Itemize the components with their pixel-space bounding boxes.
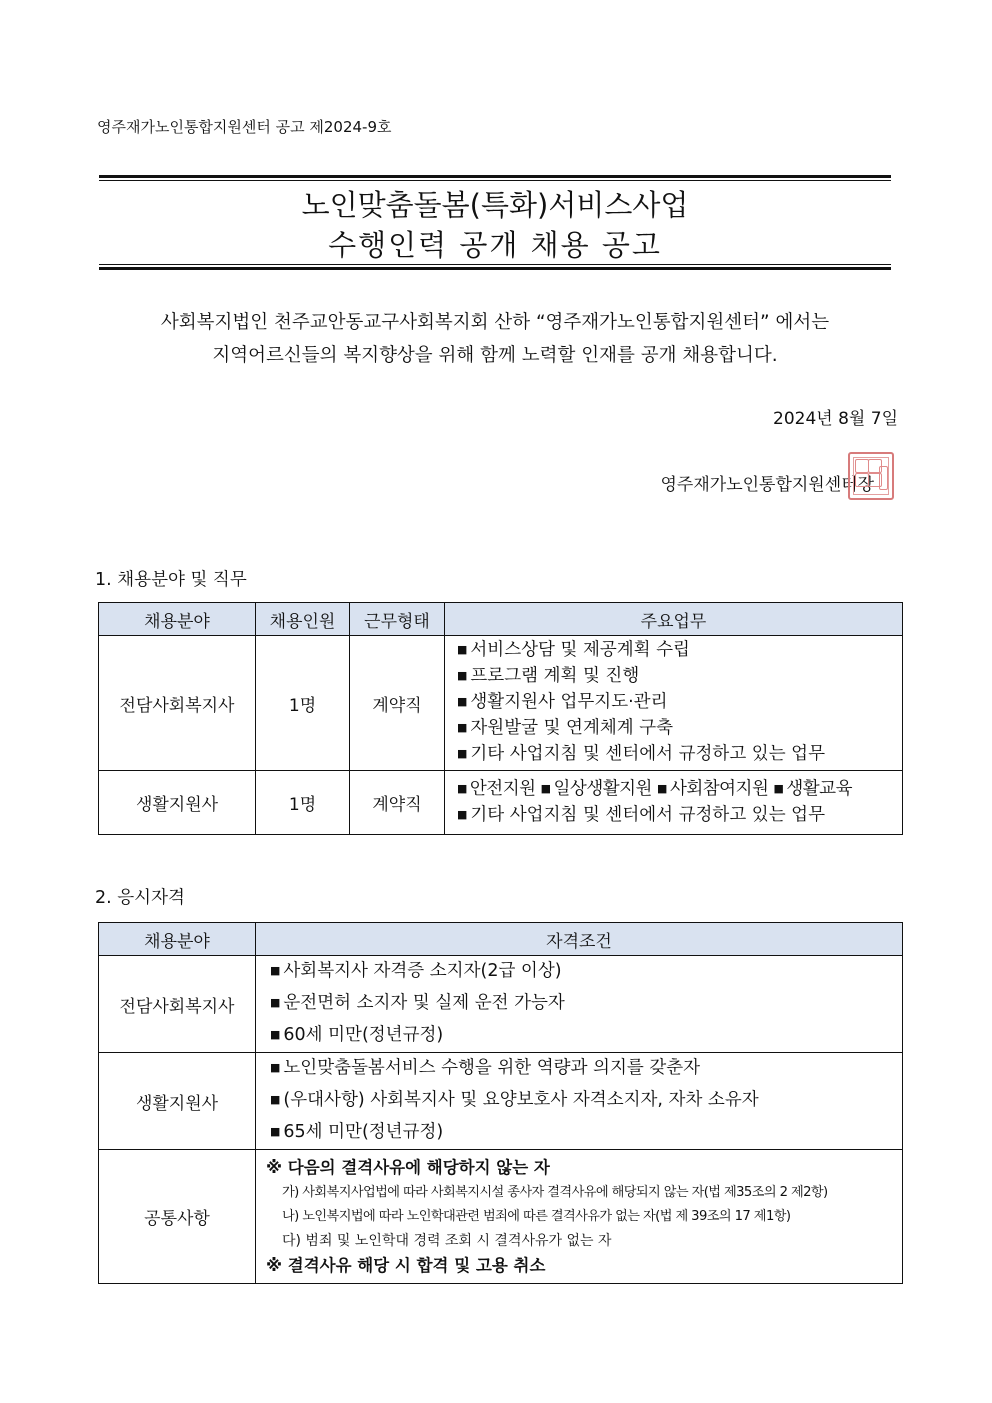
duty-item: [457, 742, 902, 768]
qual-text: 60세 미만(정년규정): [283, 1025, 444, 1045]
qual-text: 사회복지사 자격증 소지자(2급 이상): [283, 961, 562, 981]
common-requirements: [256, 1150, 903, 1284]
duty-item: [457, 690, 902, 716]
official-seal-icon: [848, 452, 894, 500]
intro-text: 사회복지법인 천주교안동교구사회복지회 산하 “영주재가노인통합지원센터” 에서는: [160, 312, 830, 333]
table-row: [99, 1053, 903, 1150]
table-row: [99, 956, 903, 1053]
duty-text: 일상생활지원: [553, 778, 652, 799]
bullet-icon: ■: [270, 1028, 281, 1041]
bullet-icon: ■: [457, 781, 467, 795]
common-heading: ※ 다음의 결격사유에 해당하지 않는 자: [266, 1157, 550, 1177]
duty-text: 서비스상담 및 제공계획 수립: [470, 640, 690, 660]
job-field: 전담사회복지사: [99, 636, 256, 771]
job-count: 1명: [256, 771, 350, 835]
bullet-icon: ■: [540, 781, 551, 795]
qual-item: [270, 1117, 902, 1149]
table-header-row: [99, 603, 903, 636]
job-type: 계약직: [350, 771, 445, 835]
table-header: 채용인원: [256, 603, 350, 636]
job-count: 1명: [256, 636, 350, 771]
duty-item: [457, 777, 902, 803]
common-item: 다) 범죄 및 노인학대 경력 조회 시 결격사유가 없는 자: [282, 1232, 612, 1249]
duty-item: [457, 638, 902, 664]
bullet-icon: ■: [457, 807, 468, 821]
notice-date: 2024년 8월 7일: [773, 409, 898, 429]
duty-item: [457, 803, 902, 829]
common-item: 나) 노인복지법에 따라 노인학대관련 범죄에 따른 결격사유가 없는 자(법 제 39조의 17 제1항): [282, 1208, 791, 1224]
job-duties: [445, 636, 903, 771]
bullet-icon: ■: [270, 1061, 281, 1074]
qual-text: 노인맞춤돌봄서비스 수행을 위한 역량과 의지를 갖춘자: [283, 1058, 701, 1078]
qual-item: [270, 956, 902, 988]
qual-text: 운전면허 소지자 및 실제 운전 가능자: [283, 993, 565, 1013]
bullet-icon: ■: [657, 781, 667, 795]
common-item: 가) 사회복지사업법에 따라 사회복지시설 종사자 결격사유에 해당되지 않는 자(법 제35조의 2 제2항): [282, 1184, 828, 1200]
duty-item: [457, 664, 902, 690]
qual-text: (우대사항) 사회복지사 및 요양보호사 자격소지자, 자차 소유자: [283, 1090, 759, 1110]
job-duties: [445, 771, 903, 835]
job-type: 계약직: [350, 636, 445, 771]
duty-text: 사회참여지원: [669, 778, 769, 799]
bullet-icon: ■: [270, 1125, 281, 1138]
section-title: 1. 채용분야 및 직무: [95, 570, 247, 590]
job-field: 생활지원사: [99, 771, 256, 835]
title-rule: [99, 175, 891, 178]
table-row: [99, 636, 903, 771]
bullet-icon: ■: [270, 996, 281, 1009]
duty-text: 자원발굴 및 연계체계 구축: [470, 718, 674, 738]
table-header: 채용분야: [99, 923, 256, 956]
duty-text: 안전지원: [469, 778, 536, 799]
table-header: 채용분야: [99, 603, 256, 636]
intro-text: 지역어르신들의 복지향상을 위해 함께 노력할 인재를 공개 채용합니다.: [212, 345, 778, 366]
duty-text: 프로그램 계획 및 진행: [470, 666, 640, 686]
qual-text: 65세 미만(정년규정): [283, 1122, 444, 1142]
bullet-icon: ■: [457, 747, 468, 760]
bullet-icon: ■: [457, 643, 468, 656]
table-header: 주요업무: [445, 603, 903, 636]
signer-name: 영주재가노인통합지원센터장: [660, 475, 874, 495]
bullet-icon: ■: [457, 721, 468, 734]
duty-text: 기타 사업지침 및 센터에서 규정하고 있는 업무: [470, 804, 825, 825]
qual-field: 전담사회복지사: [99, 956, 256, 1053]
qual-field: 생활지원사: [99, 1053, 256, 1150]
table-header: 근무형태: [350, 603, 445, 636]
qual-field: 공통사항: [99, 1150, 256, 1284]
bullet-icon: ■: [457, 695, 468, 708]
bullet-icon: ■: [457, 669, 468, 682]
title-rule: [99, 264, 891, 265]
qual-item: [270, 1053, 902, 1085]
section-title: 2. 응시자격: [95, 888, 185, 908]
bullet-icon: ■: [270, 1093, 281, 1106]
common-footer: ※ 결격사유 해당 시 합격 및 고용 취소: [266, 1255, 546, 1275]
title-rule: [99, 267, 891, 270]
notice-number: 영주재가노인통합지원센터 공고 제2024-9호: [97, 118, 392, 136]
qualification-table: [98, 922, 903, 1284]
table-row: [99, 771, 903, 835]
job-table: [98, 602, 903, 835]
table-header: 자격조건: [256, 923, 903, 956]
title-rule: [99, 180, 891, 181]
duty-item: [457, 716, 902, 742]
title-box: [99, 175, 891, 270]
duty-text: 기타 사업지침 및 센터에서 규정하고 있는 업무: [470, 744, 825, 764]
qual-item: [270, 988, 902, 1020]
bullet-icon: ■: [270, 964, 281, 977]
qual-items: [256, 956, 903, 1053]
qual-item: [270, 1085, 902, 1117]
qual-items: [256, 1053, 903, 1150]
page-title: 노인맞춤돌봄(특화)서비스사업: [301, 188, 689, 222]
qual-item: [270, 1020, 902, 1052]
table-row: [99, 1150, 903, 1284]
table-header-row: [99, 923, 903, 956]
duty-text: 생활교육: [786, 778, 852, 799]
page-subtitle: 수행인력 공개 채용 공고: [328, 228, 662, 262]
duty-text: 생활지원사 업무지도·관리: [470, 692, 668, 712]
bullet-icon: ■: [773, 781, 784, 795]
